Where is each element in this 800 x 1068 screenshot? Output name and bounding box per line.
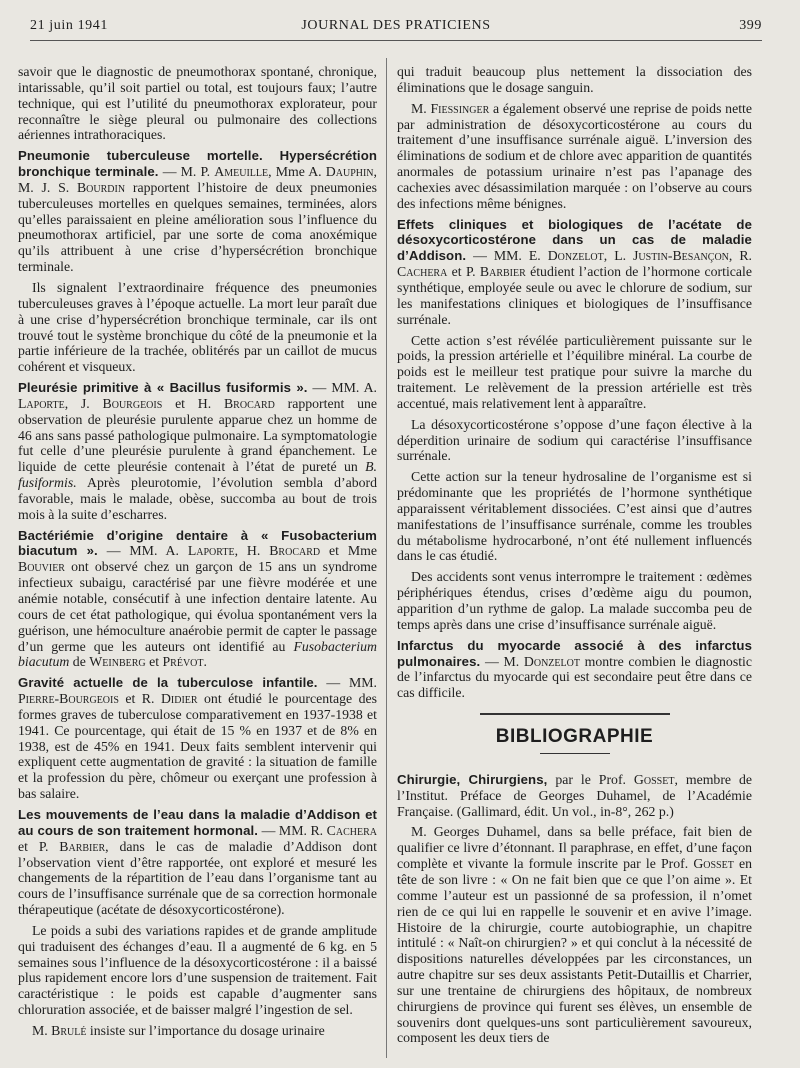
article-tuberculose-infantile: Gravité actuelle de la tuberculose infantile. — MM. Pierre-Bourgeois et R. Didier ont étudié le pourcentage des formes graves de tuberculose comparativement en 1937-1938 et 1941. Ce pourcentage, qui était de 15 % en 1937 et de 8% en 1938, est de 45% en 1941. Deux faits semblent intervenir qui expliquent cette augmentation de gravité : la situation de famille et la profession du père, chômeur ou exerçant une profession à bas salaire. [18, 675, 377, 802]
column-divider [386, 58, 387, 1058]
book-review-paragraph: M. Georges Duhamel, dans sa belle préface, fait bien de qualifier ce livre d’étonnant. Il paraphrase, en effet, d’une façon complète et vivante la formule inscrite par le Prof. Gosset en tête de son livre : « On ne fait bien que ce que l’on aime ». Et comme l’auteur est un passionné de sa profession, il n’omet rien de ce qui lui en rappelle le souvenir et en avive l’image. Histoire de la chirurgie, courte autobiographie, un chapitre intitulé : « Naît-on chirurgien? » et qui conclut à la nécessité de dispositions naturelles développées par les circonstances, un autre chapitre sur ses deux assistants Petit-Dutaillis et Charrier, sur une trentaine de chirurgiens des hôpitaux, de nombreux chirurgiens de province qui furent ses élèves, un ensemble de souvenirs dont quelques-uns sont particulièrement savoureux, composent les deux tiers de [397, 824, 752, 1046]
author-name: Brulé [51, 1022, 87, 1038]
bibliography-underline [540, 753, 610, 754]
author-name: Justin-Besançon [633, 248, 729, 264]
continued-paragraph: qui traduit beaucoup plus nettement la dissociation des éliminations que le dosage sanguin. [397, 64, 752, 95]
author-name: Cachera [326, 822, 377, 838]
article-paragraph: Le poids a subi des variations rapides et de grande amplitude qui traduisent des échanges d’eau. Il a augmenté de 6 kg. en 5 semaines sous l’influence de la désoxycorticostérone : il a baissé plus rapidement encore lors d’une suspension de traitement. Fait caractéristique : le poids est capable d’augmenter sans chloruration associée, et de baisser malgré l’ingestion de sel. [18, 922, 377, 1018]
article-paragraph: La désoxycorticostérone s’oppose d’une façon élective à la déperdition urinaire de sodium qui caractérise l’insuffisance surrénale. [397, 416, 752, 464]
author-name: Brocard [223, 395, 275, 411]
author-name: Bourgeois [102, 395, 163, 411]
author-name: Didier [160, 691, 198, 707]
author-name: Brocard [269, 543, 321, 559]
article-paragraph: Ils signalent l’extraordinaire fréquence des pneumonies tuberculeuses graves à l’époque actuelle. La mort leur paraît due à une crise d’hypersécrétion bronchique terminale, car ils ont trouvé tout le système bronchique du côté de la pneumonie et la partie inférieure de la trachée, oblitérés par un caillot de mucus cohérent et visqueux. [18, 279, 377, 375]
article-desoxycorticosterone: Effets cliniques et biologiques de l’acétate de désoxycorticostérone dans un cas de maladie d’Addison. — MM. E. Donzelot, L. Justin-Besançon, R. Cachera et P. Barbier étudient l’action de l’hormone corticale synthétique, employée seule ou avec le chlorure de sodium, sur les manifestations cliniques et biologiques de l’insuffisance surrénale. [397, 216, 752, 327]
article-bacteriemie: Bactériémie d’origine dentaire à « Fusobacterium biacutum ». — MM. A. Laporte, H. Brocard et Mme Bouvier ont observé chez un garçon de 15 ans un syndrome infectieux subaigu, caractérisé par une fièvre modérée et une anémie notable, consécutif à une infection dentaire latente. Au cours de cet état pathologique, qui évolua spontanément vers la guérison, une hémoculture anaérobie permit de capter le passage d’un germe que les auteurs ont identifié au Fusobacterium biacutum de Weinberg et Prévot. [18, 527, 377, 670]
article-paragraph: Des accidents sont venus interrompre le traitement : œdèmes périphériques étendus, crises d’œdème aigu du poumon, apparition d’un rythme de galop. La malade succomba peu de temps après dans une crise d’insuffisance surrénale aiguë. [397, 569, 752, 632]
author-name: Prévot [162, 654, 204, 670]
author-name: Barbier [479, 264, 526, 280]
header-date: 21 juin 1941 [30, 18, 108, 33]
article-pleuresie: Pleurésie primitive à « Bacillus fusiformis ». — MM. A. Laporte, J. Bourgeois et H. Brocard rapportent une observation de pleurésie purulente apparue chez un homme de 46 ans sans passé pathologique pulmonaire. La symptomatologie fut celle d’une pleurésie purulente à grand épanchement. Le liquide de cette pleurésie contenait à l’état de pureté un B. fusiformis. Après pleurotomie, l’évolution sembla d’abord favorable, mais le malade, obèse, succomba au bout de trois mois à la suite d’escharres. [18, 380, 377, 522]
separator-rule [480, 713, 670, 715]
bibliography-heading: BIBLIOGRAPHIE [495, 726, 654, 748]
article-infarctus: Infarctus du myocarde associé à des infarctus pulmonaires. — M. Donzelot montre combien le diagnostic de l’infarctus du myocarde qui est secondaire peut être dans ce cas difficile. [397, 637, 752, 701]
book-entry: Chirurgie, Chirurgiens, par le Prof. Gosset, membre de l’Institut. Préface de Georges Duhamel, de l’Académie Française. (Gallimard, édit. Un vol., in-8°, 262 p.) [397, 771, 752, 819]
author-name: Gosset [633, 771, 675, 787]
author-name: Bouvier [18, 559, 65, 575]
article-title: Pneumonie tuberculeuse mortelle. Hypersécrétion bronchique terminale. [18, 148, 377, 180]
author-name: Barbier [59, 838, 106, 854]
right-column [397, 64, 752, 1060]
author-name: Cachera [397, 264, 448, 280]
header-journal-title: JOURNAL DES PRATICIENS [301, 18, 491, 33]
species-name: B. fusiformis. [18, 459, 377, 491]
article-paragraph: Cette action s’est révélée particulièrement puissante sur le poids, la pression artérielle et l’équilibre minéral. La courbe de poids est le meilleur test pratique pour suivre la marche du traitement. Le relèvement de la pression artérielle est très accentué, mais relativement lent à apparaître. [397, 332, 752, 411]
author-name: Laporte [18, 395, 65, 411]
author-name: Donzelot [547, 248, 604, 264]
author-name: Ameuille [214, 164, 269, 180]
section-separator [397, 713, 752, 715]
article-mouvements-eau: Les mouvements de l’eau dans la maladie d’Addison et au cours de son traitement hormonal. — MM. R. Cachera et P. Barbier, dans le cas de maladie d’Addison dont l’observation vient d’être rapportée, ont exploré et mesuré les changements de la répartition de l’eau dans l’organisme tant au cours de l’insuffisance surrénale que de sa correction hormonale thérapeutique (acétate de désoxycorticostérone). [18, 806, 377, 918]
author-name: Gosset [693, 856, 734, 872]
author-name: Bourdin [76, 179, 126, 195]
article-pneumonie-tuberculeuse: Pneumonie tuberculeuse mortelle. Hypersécrétion bronchique terminale. — M. P. Ameuille, Mme A. Dauphin, M. J. S. Bourdin rapportent l’histoire de deux pneumonies tuberculeuses mortelles en quelques semaines, terminées, alors qu’elles paraissaient en pleine amélioration sous l’influence du pneumothorax artificiel, par une sorte de coma anoxémique qu’ils attribuent à une crise d’hypersécrétion bronchique terminale. [18, 148, 377, 275]
book-title: Chirurgie, Chirurgiens, [397, 771, 548, 787]
author-name: Laporte [187, 543, 235, 559]
left-column [18, 64, 377, 1060]
article-paragraph: Cette action sur la teneur hydrosaline de l’organisme est si prédominante que les propriétés de l’hormone synthétique apparaissent véritablement dissociées. C’est ainsi que d’autres manifestations de l’insuffisance surrénale, comme les troubles du métabolisme hydrocarboné, n’ont été nullement influencés dans le cas étudié. [397, 469, 752, 564]
article-title: Les mouvements de l’eau dans la maladie d’Addison et au cours de son traitement hormonal. [18, 806, 377, 838]
continued-paragraph: savoir que le diagnostic de pneumothorax spontané, chronique, intarissable, qu’il soit partiel ou total, est toujours faux; l’autre technique, qui est l’utilité du pneumothorax explorateur, pour reconnaître le siège pleural ou pulmonaire des collections aériennes intrathoraciques. [18, 64, 377, 143]
article-title: Bactériémie d’origine dentaire à « Fusobacterium biacutum ». [18, 527, 377, 559]
author-name: Weinberg [89, 654, 146, 670]
article-paragraph: M. Fiessinger a également observé une reprise de poids nette par administration de désoxycorticostérone au cours du traitement d’une insuffisance surrénale aiguë. L’inversion des éliminations de sodium et de chlore avec apparition de quantités anormales de potassium urinaire n’est pas l’apanage des cachexies avec désassimilation marquée : on l’observe au cours des infections même bénignes. [397, 100, 752, 211]
author-name: Dauphin [325, 164, 374, 180]
article-title: Gravité actuelle de la tuberculose infantile. [18, 675, 318, 691]
species-name: Fusobacterium biacutum [18, 638, 377, 670]
author-name: Donzelot [523, 653, 580, 669]
article-paragraph: M. Brulé insiste sur l’importance du dosage urinaire [32, 1022, 325, 1038]
article-title: Effets cliniques et biologiques de l’acétate de désoxycorticostérone dans un cas de maladie d’Addison. [397, 216, 752, 264]
author-name: Fiessinger [430, 100, 490, 116]
header-page-number: 399 [739, 18, 762, 33]
author-name: Pierre-Bourgeois [18, 691, 119, 707]
article-title: Pleurésie primitive à « Bacillus fusiformis ». [18, 380, 308, 396]
article-title: Infarctus du myocarde associé à des infarctus pulmonaires. [397, 637, 752, 669]
running-header [30, 14, 762, 41]
